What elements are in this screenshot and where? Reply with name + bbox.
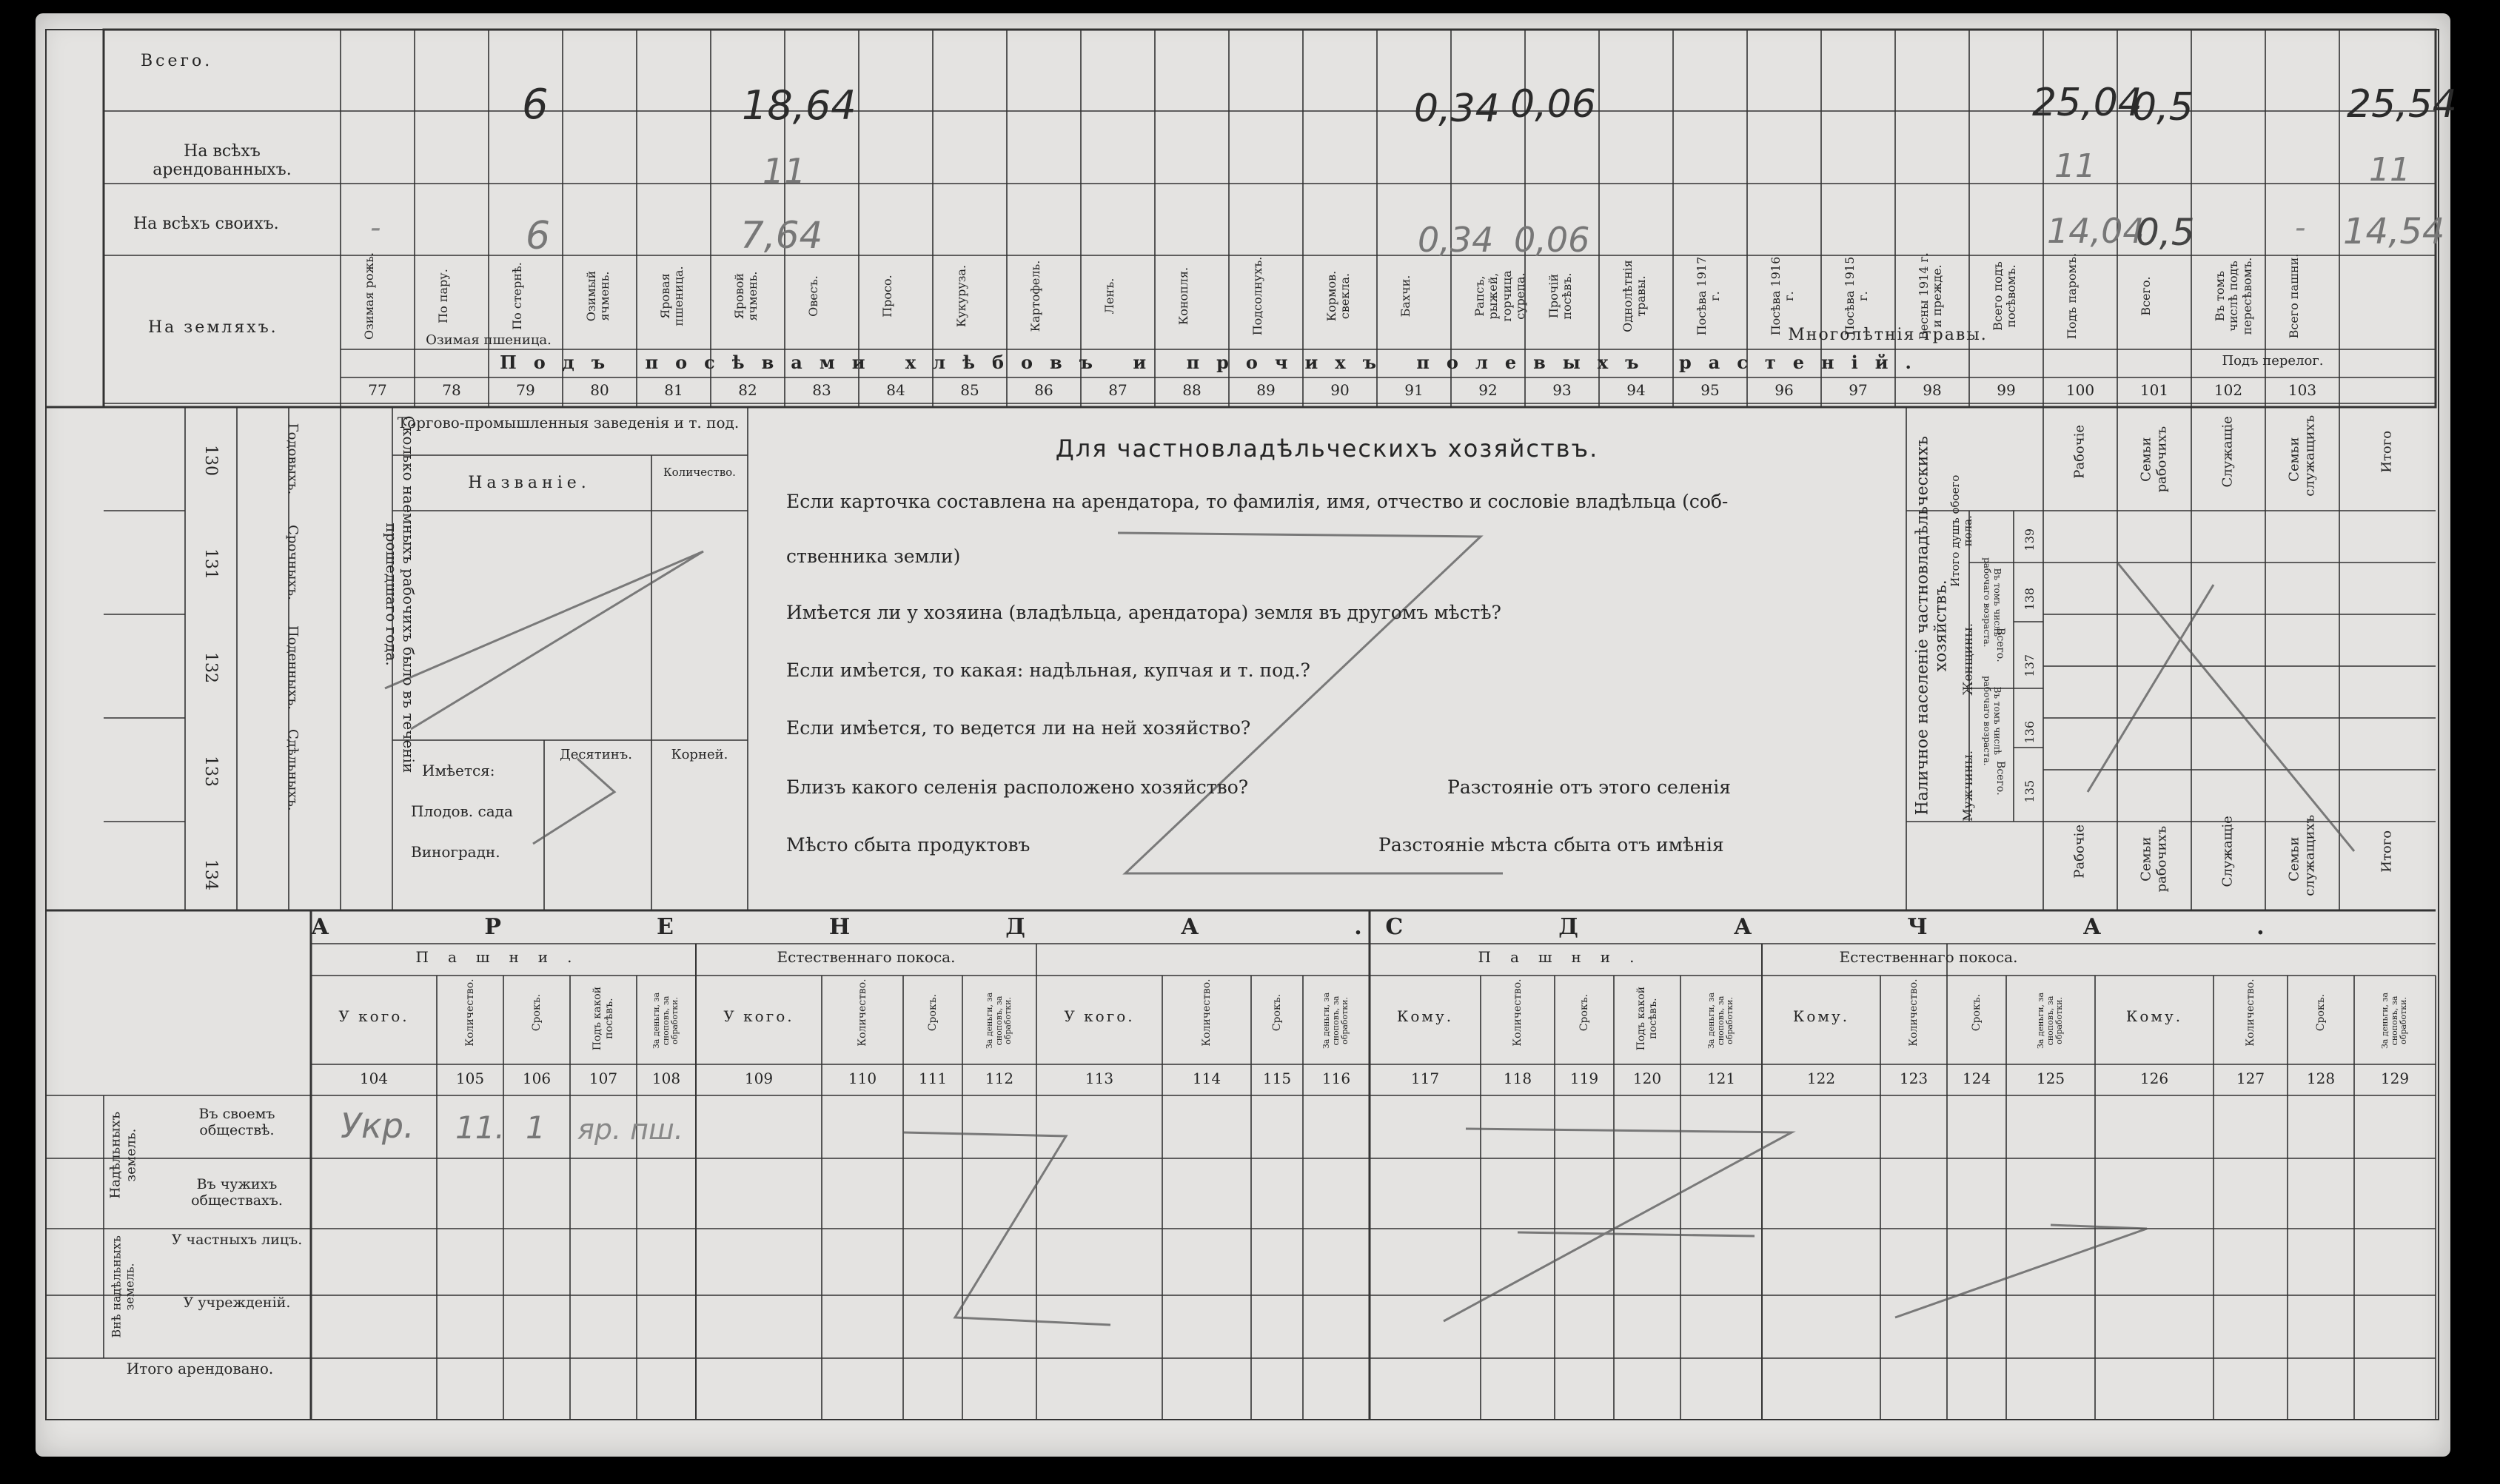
sdacha-num-129: 129 — [2380, 1070, 2410, 1087]
arenda-num-108: 108 — [651, 1070, 681, 1087]
arenda-head-7: Срокъ. — [926, 993, 939, 1032]
arenda-num-112: 112 — [985, 1070, 1014, 1087]
arenda-num-105: 105 — [455, 1070, 485, 1087]
pop-num-138: 138 — [2022, 587, 2037, 611]
private-q2: Имѣется ли у хозяина (владѣльца, арендатора) земля въ другомъ мѣстѣ? — [786, 602, 1501, 623]
col-head-100: Подъ паромъ. — [2065, 252, 2079, 340]
col-head-85: Кукуруза. — [954, 264, 968, 328]
col-head-98: Весны 1914 г. и прежде. — [1917, 252, 1945, 340]
sdacha-head-1: Количество. — [1511, 978, 1524, 1047]
pop-women: Женщины. — [1961, 622, 1977, 696]
row-label-total: Всего. — [141, 52, 213, 70]
pop-col-bot-1: Семьи рабочихъ — [2138, 825, 2169, 893]
col-num-92: 92 — [1478, 381, 1498, 399]
pop-col-top-1: Семьи рабочихъ — [2138, 426, 2169, 493]
col-num-78: 78 — [442, 381, 461, 399]
col-num-97: 97 — [1849, 381, 1868, 399]
col-head-91: Бахчи. — [1398, 275, 1412, 318]
hw-rented-99: 11 — [2054, 147, 2096, 185]
col-num-82: 82 — [738, 381, 757, 399]
row-label-own: На всѣхъ своихъ. — [133, 215, 279, 233]
col-num-96: 96 — [1775, 381, 1794, 399]
col-num-93: 93 — [1552, 381, 1572, 399]
hw-rented-82: 11 — [763, 151, 806, 191]
arenda-head-12: За деньги, за сноповъ, за обработки. — [1321, 992, 1350, 1050]
row-institutions: У учрежденiй. — [183, 1295, 291, 1311]
arenda-num-109: 109 — [744, 1070, 774, 1087]
arenda-title: АРЕНДА. — [311, 914, 1518, 940]
col-num-102: 102 — [2214, 381, 2243, 399]
col-head-101: Всего. — [2139, 276, 2153, 316]
hired-label-132: Поденныхъ. — [285, 625, 301, 710]
pop-num-139: 139 — [2022, 528, 2037, 551]
arenda-head-8: За деньги, за сноповъ, за обработки. — [985, 992, 1013, 1050]
arenda-head-1: Количество. — [463, 978, 476, 1047]
orchard-vineyard: Виноградн. — [411, 843, 500, 861]
col-head-92: Рапсъ, рыжей, горчица сурепа. — [1472, 270, 1528, 322]
sdacha-head-10: Количество. — [2244, 978, 2256, 1047]
private-q1: Если карточка составлена на арендатора, то фамилiя, имя, отчество и сословiе владѣльца (соб- — [786, 491, 1729, 512]
hired-num-133: 133 — [201, 756, 220, 787]
row-private: У частныхъ лицъ. — [171, 1232, 303, 1248]
private-title: Для частновладѣльческихъ хозяйствъ. — [1055, 434, 1599, 463]
hw-own-99: 14,04 — [2047, 211, 2145, 251]
sdacha-num-122: 122 — [1806, 1070, 1836, 1087]
pop-num-137: 137 — [2022, 654, 2037, 677]
population-caption: Наличное населенiе частновладѣльческихъ хозяйствъ. — [1913, 436, 1951, 816]
col-head-97: Посѣва 1915 г. — [1843, 256, 1871, 336]
col-head-94: Однолѣтнiя травы. — [1621, 260, 1649, 332]
sdacha-head-8: За деньги, за сноповъ, за обработки. — [2036, 992, 2065, 1050]
sdacha-num-118: 118 — [1503, 1070, 1532, 1087]
pop-col-bot-0: Рабочiе — [2071, 824, 2088, 879]
arenda-head-10: Количество. — [1200, 978, 1213, 1047]
col-num-80: 80 — [590, 381, 609, 399]
group-perennial-grass: Многолѣтнiя травы. — [1788, 326, 1988, 344]
sdacha-title: СДАЧА. — [1385, 914, 2420, 940]
arenda-num-106: 106 — [522, 1070, 552, 1087]
arenda-head-9: У кого. — [1064, 1007, 1135, 1025]
sdacha-num-127: 127 — [2236, 1070, 2265, 1087]
hw-lease-qty: 11. — [455, 1109, 505, 1146]
hw-total-82: 18,64 — [742, 82, 857, 129]
col-head-87: Ленъ. — [1102, 278, 1116, 315]
col-num-89: 89 — [1256, 381, 1276, 399]
pop-col-bot-3: Семьи служащихъ — [2286, 814, 2317, 896]
col-head-84: Просо. — [880, 275, 894, 318]
sdacha-num-125: 125 — [2036, 1070, 2065, 1087]
pop-women-all: Всего. — [1994, 628, 2007, 662]
col-head-83: Овесъ. — [806, 275, 820, 317]
sdacha-num-117: 117 — [1410, 1070, 1440, 1087]
pop-men: Мужчины. — [1961, 750, 1977, 822]
hw-own-102: - — [2295, 211, 2306, 245]
arenda-num-115: 115 — [1262, 1070, 1292, 1087]
sdacha-head-5: Кому. — [1792, 1007, 1850, 1025]
hw-own-77: - — [370, 211, 381, 245]
arenda-num-107: 107 — [589, 1070, 618, 1087]
sdacha-head-7: Срокъ. — [1970, 993, 1983, 1032]
sdacha-num-120: 120 — [1632, 1070, 1662, 1087]
private-q6: Мѣсто сбыта продуктовъ — [786, 834, 1031, 856]
group-vne: Внѣ надѣльныхъ земель. — [109, 1235, 137, 1338]
col-num-87: 87 — [1108, 381, 1127, 399]
arenda-num-111: 111 — [918, 1070, 948, 1087]
hired-num-134: 134 — [201, 859, 220, 890]
private-q1b: ственника земли) — [786, 545, 961, 567]
arenda-head-6: Количество. — [856, 978, 868, 1047]
pop-num-135: 135 — [2022, 779, 2037, 803]
arenda-head-2: Срокъ. — [530, 993, 543, 1032]
hired-num-132: 132 — [201, 652, 220, 683]
row-label-on-lands: На земляхъ. — [148, 318, 278, 337]
trade-qty-col: Количество. — [663, 466, 736, 479]
hw-lease-term: 1 — [526, 1109, 546, 1146]
sdacha-num-128: 128 — [2306, 1070, 2336, 1087]
arenda-head-3: Подъ какой посѣвъ. — [591, 986, 615, 1051]
hw-own-79: 6 — [526, 214, 551, 258]
col-num-84: 84 — [886, 381, 905, 399]
pop-men-all: Всего. — [1994, 761, 2007, 796]
row-own-society: Въ своемъ обществѣ. — [198, 1106, 275, 1138]
col-head-103: Всего пашни. — [2287, 253, 2301, 339]
pop-col-top-3: Семьи служащихъ — [2286, 414, 2317, 497]
col-head-78: По пару. — [436, 269, 450, 323]
hw-own-103: 14,54 — [2343, 211, 2445, 252]
pop-col-top-4: Итого — [2379, 430, 2395, 473]
col-head-81: Яровая пшеница. — [658, 266, 686, 326]
hw-total-99: 25,04 — [2032, 81, 2142, 125]
hw-own-92: 0,06 — [1514, 220, 1590, 260]
row-total-rented: Итого арендовано. — [126, 1360, 274, 1377]
col-head-77: Озимая рожь. — [362, 252, 376, 340]
col-num-88: 88 — [1182, 381, 1202, 399]
sdacha-head-11: Срокъ. — [2314, 993, 2327, 1032]
sdacha-num-119: 119 — [1569, 1070, 1599, 1087]
sdacha-head-6: Количество. — [1907, 978, 1920, 1047]
hw-total-91: 0,34 — [1414, 87, 1500, 131]
trade-name-col: Названiе. — [468, 474, 591, 492]
sdacha-num-124: 124 — [1962, 1070, 1991, 1087]
private-q3: Если имѣется, то какая: надѣльная, купчая и т. под.? — [786, 659, 1310, 681]
private-q5b: Разстоянiе отъ этого селенiя — [1447, 776, 1732, 798]
hw-own-82: 7,64 — [740, 214, 823, 257]
arenda-head-4: За деньги, за сноповъ, за обработки. — [651, 992, 680, 1050]
hired-num-131: 131 — [201, 548, 220, 580]
sdacha-head-4: За деньги, за сноповъ, за обработки. — [1706, 992, 1735, 1050]
arenda-head-0: У кого. — [338, 1007, 409, 1025]
col-num-100: 100 — [2065, 381, 2095, 399]
orchard-desyatin: Десятинъ. — [560, 747, 632, 762]
hw-own-100: 0,5 — [2136, 211, 2195, 254]
col-num-103: 103 — [2288, 381, 2317, 399]
arenda-num-110: 110 — [848, 1070, 877, 1087]
private-q5: Близъ какого селенiя расположено хозяйство? — [786, 776, 1249, 798]
hw-lease-who: Укр. — [341, 1106, 415, 1146]
arenda-num-104: 104 — [359, 1070, 389, 1087]
arenda-num-113: 113 — [1085, 1070, 1114, 1087]
col-head-93: Прочiй посѣвъ. — [1546, 272, 1575, 320]
group-winter-wheat: Озимая пшеница. — [426, 332, 552, 348]
hired-workers-caption: Сколько наемныхъ рабочихъ было въ теченiи прошедшаго года. — [383, 415, 418, 773]
hired-label-133: Сдѣльныхъ. — [285, 729, 301, 811]
group-nadel: Надѣльныхъ земель. — [107, 1111, 138, 1199]
sdacha-head-12: За деньги, за сноповъ, за обработки. — [2380, 992, 2409, 1050]
orchard-fruit: Плодов. сада — [411, 802, 513, 820]
col-num-91: 91 — [1404, 381, 1424, 399]
hw-rented-103: 11 — [2369, 151, 2410, 189]
pop-men-working: Въ томъ числѣ рабочаго возраста. — [1982, 676, 2003, 766]
orchard-roots: Корней. — [671, 747, 728, 762]
pop-col-top-2: Служащiе — [2219, 416, 2236, 488]
pop-col-bot-2: Служащiе — [2219, 816, 2236, 887]
col-num-86: 86 — [1034, 381, 1053, 399]
hired-num-130: 130 — [201, 445, 220, 476]
col-head-82: Яровой ячмень. — [732, 271, 760, 321]
col-num-94: 94 — [1626, 381, 1646, 399]
sdacha-num-126: 126 — [2139, 1070, 2169, 1087]
sdacha-head-9: Кому. — [2125, 1007, 2183, 1025]
sdacha-head-0: Кому. — [1396, 1007, 1454, 1025]
private-q4: Если имѣется, то ведется ли на ней хозяйство? — [786, 717, 1251, 739]
group-fallow: Подъ перелог. — [2222, 353, 2324, 369]
hw-total-100: 0,5 — [2132, 85, 2194, 130]
sdacha-head-3: Подъ какой посѣвъ. — [1635, 986, 1659, 1051]
pop-col-bot-4: Итого — [2379, 830, 2395, 873]
col-num-101: 101 — [2139, 381, 2169, 399]
sdacha-num-121: 121 — [1706, 1070, 1736, 1087]
col-head-88: Конопля. — [1176, 266, 1190, 326]
col-num-90: 90 — [1330, 381, 1350, 399]
pop-num-136: 136 — [2022, 720, 2037, 744]
col-head-79: По стернѣ. — [510, 262, 524, 330]
col-head-102: Въ томъ числѣ подъ пересѣвомъ. — [2213, 257, 2254, 335]
hw-total-79: 6 — [522, 81, 549, 129]
pop-col-top-0: Рабочiе — [2071, 424, 2088, 479]
hw-lease-crop: яр. пш. — [577, 1113, 683, 1146]
arenda-num-114: 114 — [1192, 1070, 1221, 1087]
trade-title: Торгово-промышленныя заведенiя и т. под. — [397, 414, 740, 432]
hired-label-130: Годовыхъ. — [285, 423, 301, 495]
row-label-rented: На всѣхъ арендованныхъ. — [153, 142, 292, 180]
col-num-95: 95 — [1700, 381, 1720, 399]
col-num-81: 81 — [664, 381, 683, 399]
private-q6b: Разстоянiе мѣста сбыта отъ имѣнiя — [1378, 834, 1724, 856]
sdacha-arable: Пашни. — [1478, 948, 1654, 966]
col-head-80: Озимый ячмень. — [584, 270, 612, 322]
hw-total-92: 0,06 — [1510, 82, 1596, 127]
col-num-83: 83 — [812, 381, 831, 399]
orchard-has: Имѣется: — [422, 762, 495, 779]
arenda-head-11: Срокъ. — [1270, 993, 1283, 1032]
col-head-99: Всего подъ посѣвомъ. — [1991, 261, 2019, 331]
sdacha-head-2: Срокъ. — [1578, 993, 1590, 1032]
sdacha-num-123: 123 — [1899, 1070, 1928, 1087]
col-num-85: 85 — [960, 381, 979, 399]
pop-women-working: Въ томъ числѣ рабочаго возраста. — [1982, 557, 2003, 648]
col-num-99: 99 — [1997, 381, 2016, 399]
col-head-89: Подсолнухъ. — [1250, 256, 1264, 336]
col-head-86: Картофель. — [1028, 260, 1042, 332]
col-num-77: 77 — [368, 381, 387, 399]
col-head-95: Посѣва 1917 г. — [1695, 256, 1723, 336]
arenda-arable: Пашни. — [415, 948, 592, 966]
col-num-98: 98 — [1923, 381, 1942, 399]
sown-banner: Подъ посѣвами хлѣбовъ и прочихъ полевыхъ растенiй. — [500, 352, 1928, 373]
arenda-hay: Естественнаго покоса. — [777, 948, 956, 966]
col-head-96: Посѣва 1916 г. — [1769, 256, 1797, 336]
hw-own-91: 0,34 — [1418, 220, 1494, 260]
col-head-90: Кормов. свекла. — [1324, 270, 1353, 322]
hw-total-103: 25,54 — [2347, 82, 2457, 127]
arenda-num-116: 116 — [1321, 1070, 1351, 1087]
row-other-society: Въ чужихъ обществахъ. — [191, 1176, 283, 1209]
hired-label-131: Срочныхъ. — [285, 525, 301, 600]
col-num-79: 79 — [516, 381, 535, 399]
sdacha-hay: Естественнаго покоса. — [1839, 948, 2018, 966]
pop-total-souls: Итого душъ обоего пола. — [1948, 474, 1974, 587]
arenda-head-5: У кого. — [723, 1007, 794, 1025]
